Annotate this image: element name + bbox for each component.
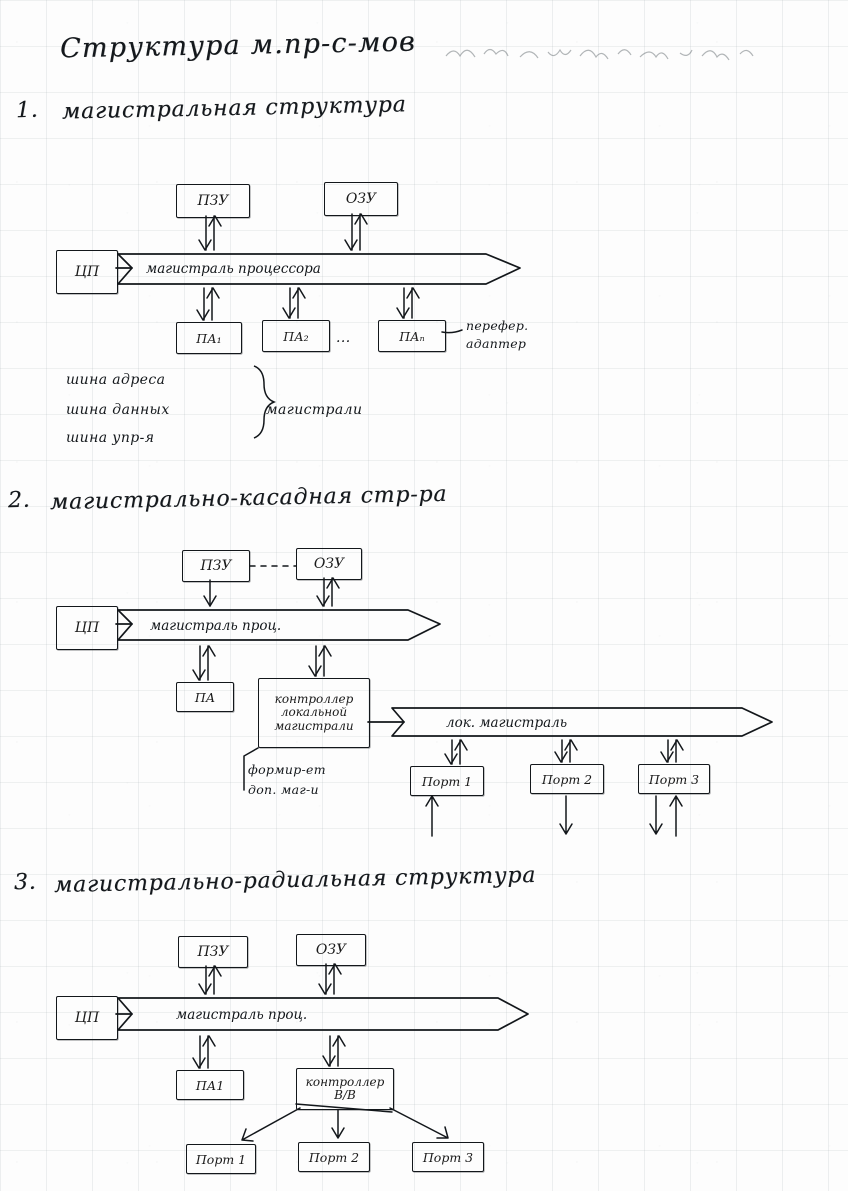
section-2-heading: магистрально-касадная стр-ра — [49, 481, 448, 516]
d2-box-port3[interactable]: Порт 3 — [638, 764, 710, 794]
d3-box-ozu[interactable]: ОЗУ — [296, 934, 366, 966]
d1-box-pan[interactable]: ПАₙ — [378, 320, 446, 352]
page-title: Структура м.пр-с-мов — [59, 26, 417, 65]
d1-legend-item-1: шина данных — [66, 402, 170, 418]
d2-box-pzu[interactable]: ПЗУ — [182, 550, 250, 582]
section-1-heading: магистральная структура — [61, 92, 407, 125]
d3-box-port1[interactable]: Порт 1 — [186, 1144, 256, 1174]
section-2-number: 2. — [7, 487, 31, 514]
d1-ellipsis: ... — [336, 330, 351, 346]
title-faded-smudge — [440, 34, 770, 68]
d2-box-port1[interactable]: Порт 1 — [410, 766, 484, 796]
d3-controller-line2: В/В — [334, 1088, 356, 1102]
d3-box-io-controller[interactable] — [296, 1068, 394, 1110]
d2-controller-line3: магистрали — [274, 718, 354, 733]
d1-note-line1: перефер. — [466, 318, 529, 333]
d2-box-local-bus-controller[interactable] — [258, 678, 370, 748]
d1-note-line2: адаптер — [466, 336, 527, 351]
d3-box-pa1[interactable]: ПА1 — [176, 1070, 244, 1100]
d3-box-cp[interactable]: ЦП — [56, 996, 118, 1040]
d1-legend-item-0: шина адреса — [66, 372, 166, 388]
d1-box-cp[interactable]: ЦП — [56, 250, 118, 294]
d2-box-ozu[interactable]: ОЗУ — [296, 548, 362, 580]
section-3-number: 3. — [13, 869, 37, 896]
d1-box-ozu[interactable]: ОЗУ — [324, 182, 398, 216]
d2-box-port2[interactable]: Порт 2 — [530, 764, 604, 794]
d3-box-port3[interactable]: Порт 3 — [412, 1142, 484, 1172]
d1-box-pa2[interactable]: ПА₂ — [262, 320, 330, 352]
d2-box-cp[interactable]: ЦП — [56, 606, 118, 650]
d3-box-pzu[interactable]: ПЗУ — [178, 936, 248, 968]
d1-box-pzu[interactable]: ПЗУ — [176, 184, 250, 218]
d2-note-line2: доп. маг-и — [248, 782, 319, 797]
d2-box-pa[interactable]: ПА — [176, 682, 234, 712]
d3-box-port2[interactable]: Порт 2 — [298, 1142, 370, 1172]
d1-bus-label: магистраль процессора — [146, 261, 321, 277]
d2-bus-label: магистраль проц. — [150, 618, 282, 634]
d3-bus-label: магистраль проц. — [176, 1007, 308, 1023]
d1-legend-item-2: шина упр-я — [66, 430, 155, 446]
d2-local-bus-label: лок. магистраль — [446, 715, 568, 731]
d2-note-line1: формир-ет — [248, 762, 326, 777]
d1-box-pa1[interactable]: ПА₁ — [176, 322, 242, 354]
section-3-heading: магистрально-радиальная структура — [53, 862, 537, 899]
d2-controller-line2: локальной — [280, 705, 348, 720]
d3-controller-line1: контроллер — [305, 1075, 385, 1090]
d1-legend-brace-label: магистрали — [266, 402, 363, 418]
section-1-number: 1. — [15, 97, 39, 124]
d2-controller-line1: контроллер — [274, 691, 354, 706]
